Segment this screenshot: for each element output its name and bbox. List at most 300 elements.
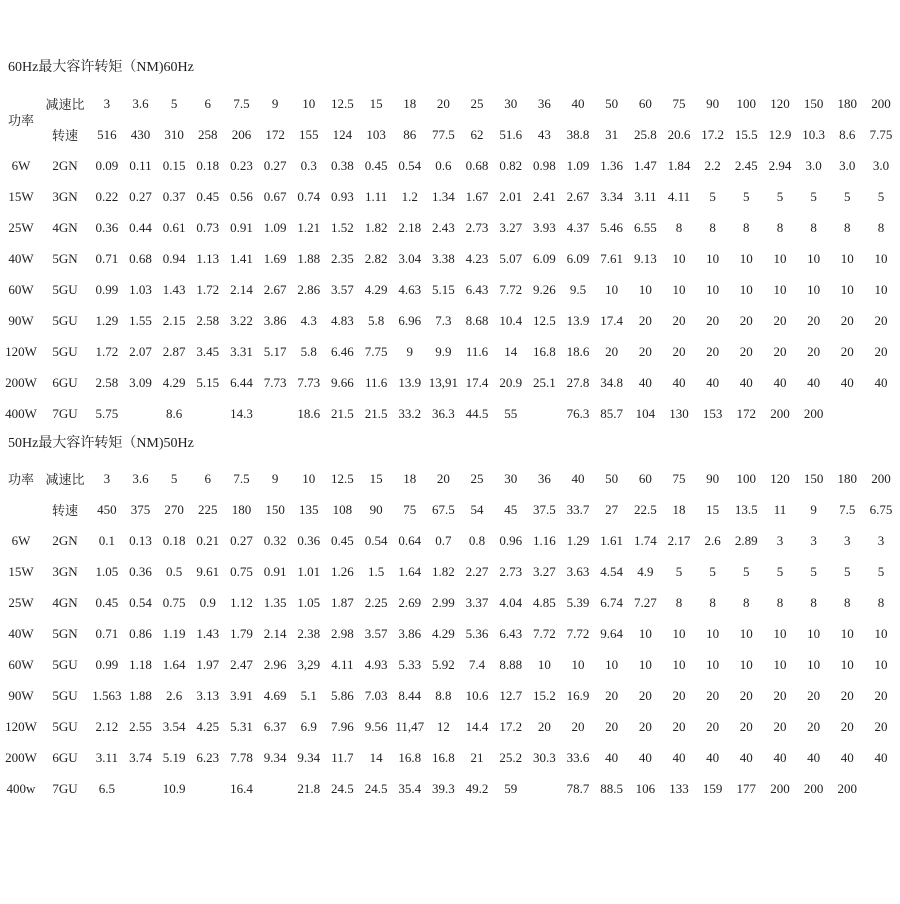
torque-value: 106 [635, 780, 656, 796]
ratio-value: 15 [369, 95, 383, 111]
ratio-value: 7.5 [233, 470, 250, 486]
torque-value: 40 [739, 374, 753, 390]
torque-value: 25.2 [499, 749, 523, 765]
torque-value: 40 [807, 374, 821, 390]
torque-value: 1.29 [95, 312, 119, 328]
gear-code: 5GU [52, 687, 78, 703]
torque-value: 2.38 [297, 625, 321, 641]
torque-value [864, 773, 898, 804]
torque-value: 2.6 [166, 687, 183, 703]
torque-table-50hz [2, 463, 898, 804]
torque-value: 200 [803, 780, 824, 796]
torque-value: 2.6 [704, 532, 721, 548]
torque-spec-document [0, 58, 900, 804]
torque-value: 20 [605, 718, 619, 734]
torque-value: 177 [736, 780, 757, 796]
ratio-value: 20 [436, 470, 450, 486]
torque-value: 8 [675, 594, 683, 610]
torque-value: 10 [807, 281, 821, 297]
torque-value: 5 [776, 563, 784, 579]
torque-value: 1.41 [230, 250, 253, 266]
torque-value: 0.56 [230, 188, 253, 204]
torque-value: 4.83 [331, 312, 354, 328]
table-row [2, 398, 898, 429]
torque-value: 5.1 [300, 687, 317, 703]
speed-value: 67.5 [432, 501, 455, 517]
torque-value: 0.37 [162, 188, 186, 204]
torque-value: 0.74 [297, 188, 321, 204]
table-row [2, 556, 898, 587]
ratio-value: 180 [837, 470, 858, 486]
torque-value: 10 [840, 625, 854, 641]
torque-value: 5 [844, 563, 851, 579]
torque-value: 2.98 [331, 625, 354, 641]
torque-value: 0.54 [398, 157, 422, 173]
torque-value: 3,29 [297, 656, 321, 672]
torque-value: 0.71 [95, 250, 119, 266]
torque-value: 24.5 [364, 780, 388, 796]
torque-value: 20 [807, 343, 821, 359]
torque-value: 14 [369, 749, 383, 765]
ratio-value: 75 [672, 470, 686, 486]
torque-value: 40 [773, 374, 787, 390]
torque-value: 104 [635, 405, 656, 421]
power-value: 90W [8, 312, 34, 328]
torque-value: 4.29 [364, 281, 388, 297]
table-row [2, 711, 898, 742]
torque-value: 0.11 [129, 157, 152, 173]
speed-value: 124 [332, 126, 353, 142]
torque-value: 2.35 [331, 250, 354, 266]
torque-value: 9.61 [196, 563, 220, 579]
torque-value: 20 [638, 687, 652, 703]
speed-value: 270 [164, 501, 184, 517]
torque-value: 6.44 [230, 374, 253, 390]
torque-value: 49.2 [465, 780, 489, 796]
torque-value: 0.18 [162, 532, 186, 548]
torque-value: 5.19 [162, 749, 186, 765]
torque-value: 3 [844, 532, 851, 548]
torque-value: 0.99 [95, 656, 119, 672]
torque-value: 1.55 [129, 312, 152, 328]
speed-value: 450 [97, 501, 117, 517]
torque-value: 1.05 [297, 594, 321, 610]
torque-value: 5 [776, 188, 784, 204]
torque-value: 12 [436, 718, 450, 734]
torque-value: 10 [773, 625, 787, 641]
torque-value: 2.89 [734, 532, 758, 548]
torque-value: 34.8 [600, 374, 624, 390]
torque-value [191, 398, 225, 429]
torque-value: 1.09 [263, 219, 287, 235]
ratio-value: 90 [706, 95, 720, 111]
torque-value: 4.04 [499, 594, 523, 610]
torque-value: 14 [504, 343, 518, 359]
torque-value: 1.29 [566, 532, 590, 548]
torque-value: 1.35 [263, 594, 287, 610]
torque-value: 5.86 [331, 687, 354, 703]
torque-value: 3.27 [532, 563, 556, 579]
speed-value: 51.6 [499, 126, 523, 142]
torque-value: 20 [874, 343, 888, 359]
torque-value: 5.07 [499, 250, 523, 266]
header-row-ratio [2, 88, 898, 119]
torque-value: 5.75 [95, 405, 119, 421]
power-value: 15W [8, 563, 34, 579]
ratio-value: 60 [638, 95, 652, 111]
gear-code: 6GU [52, 374, 78, 390]
torque-value: 200 [837, 780, 858, 796]
torque-value: 3.0 [839, 157, 856, 173]
torque-value: 88.5 [600, 780, 624, 796]
torque-value: 40 [739, 749, 753, 765]
torque-value: 11.7 [331, 749, 354, 765]
torque-value: 1.563 [92, 687, 122, 703]
speed-value: 77.5 [432, 126, 455, 142]
ratio-value: 40 [571, 470, 585, 486]
torque-value: 1.2 [401, 188, 418, 204]
torque-value: 20 [807, 687, 821, 703]
torque-value: 3.57 [364, 625, 388, 641]
torque-value: 0.27 [129, 188, 152, 204]
speed-value: 135 [299, 501, 319, 517]
torque-value: 159 [702, 780, 723, 796]
gear-code: 5GN [52, 250, 78, 266]
speed-value: 18 [672, 501, 686, 517]
gear-code: 5GU [52, 343, 78, 359]
torque-value: 20 [638, 343, 652, 359]
torque-value: 2.58 [196, 312, 220, 328]
table-row [2, 367, 898, 398]
speed-label: 转速 [51, 128, 78, 143]
ratio-value: 3.6 [132, 95, 149, 111]
speed-value: 33.7 [566, 501, 590, 517]
speed-value: 90 [369, 501, 383, 517]
torque-value: 5.31 [230, 718, 253, 734]
torque-value: 6.96 [398, 312, 422, 328]
speed-value: 62 [470, 126, 484, 142]
torque-value: 20 [537, 718, 551, 734]
power-value: 40W [8, 625, 34, 641]
torque-value: 20 [840, 718, 854, 734]
speed-value: 516 [97, 126, 117, 142]
ratio-value: 36 [537, 95, 551, 111]
torque-value: 8 [743, 594, 750, 610]
torque-value: 20 [874, 312, 888, 328]
torque-value: 20 [773, 687, 787, 703]
torque-value: 2.55 [129, 718, 152, 734]
torque-value: 3.34 [600, 188, 624, 204]
torque-value: 8 [776, 219, 784, 235]
torque-value: 200 [803, 405, 824, 421]
torque-value: 0.61 [162, 219, 186, 235]
torque-value: 20 [874, 687, 888, 703]
torque-value: 40 [874, 749, 888, 765]
torque-value: 20 [773, 343, 787, 359]
torque-value: 8.8 [435, 687, 452, 703]
torque-value: 10 [773, 250, 787, 266]
torque-value: 4.54 [600, 563, 624, 579]
torque-value: 40 [605, 749, 619, 765]
ratio-value: 200 [871, 95, 891, 111]
torque-value: 40 [840, 374, 854, 390]
torque-value: 11.6 [364, 374, 388, 390]
speed-value: 75 [403, 501, 417, 517]
torque-value: 0.45 [196, 188, 220, 204]
torque-value [124, 398, 158, 429]
torque-value: 4.11 [667, 188, 691, 204]
torque-value: 40 [706, 749, 720, 765]
speed-value: 27 [605, 501, 619, 517]
torque-value: 16.4 [230, 780, 253, 796]
torque-value: 172 [736, 405, 757, 421]
torque-value: 7.61 [600, 250, 624, 266]
torque-value: 200 [770, 780, 790, 796]
table-header-60hz [2, 88, 898, 150]
torque-value: 5.17 [263, 343, 287, 359]
ratio-value: 3 [103, 470, 111, 486]
torque-value: 1.64 [398, 563, 422, 579]
torque-value: 40 [638, 749, 652, 765]
torque-value: 4.29 [162, 374, 186, 390]
torque-value: 20 [773, 312, 787, 328]
speed-value: 150 [265, 501, 285, 517]
torque-value: 13.9 [566, 312, 590, 328]
torque-value: 3 [810, 532, 817, 548]
ratio-value: 150 [803, 95, 824, 111]
torque-value: 1.64 [162, 656, 186, 672]
speed-value: 31 [605, 126, 619, 142]
ratio-value: 50 [605, 95, 619, 111]
torque-value: 5 [709, 188, 716, 204]
torque-value: 10 [874, 625, 888, 641]
torque-value: 20 [840, 312, 854, 328]
torque-value: 3.22 [230, 312, 253, 328]
torque-value: 153 [702, 405, 723, 421]
torque-value: 40 [672, 374, 686, 390]
torque-value: 12.5 [532, 312, 556, 328]
torque-value: 76.3 [566, 405, 590, 421]
torque-value: 2.01 [499, 188, 523, 204]
torque-value: 4.25 [196, 718, 220, 734]
ratio-value: 120 [770, 95, 790, 111]
speed-value: 108 [332, 501, 353, 517]
torque-value: 1.19 [162, 625, 186, 641]
power-value: 120W [5, 718, 37, 734]
power-value: 60W [8, 656, 34, 672]
ratio-value: 75 [672, 95, 686, 111]
torque-value [528, 773, 562, 804]
torque-value: 20 [638, 312, 652, 328]
ratio-value: 30 [504, 470, 518, 486]
torque-value: 13,91 [428, 374, 459, 390]
torque-value: 40 [840, 749, 854, 765]
torque-value: 0.3 [300, 157, 317, 173]
torque-value: 10 [739, 281, 753, 297]
torque-value: 17.4 [600, 312, 624, 328]
torque-value: 5.36 [465, 625, 489, 641]
torque-value: 4.85 [532, 594, 556, 610]
ratio-value: 18 [403, 470, 417, 486]
torque-value: 5 [844, 188, 851, 204]
ratio-value: 10 [302, 470, 316, 486]
torque-value: 1.43 [162, 281, 186, 297]
header-row-ratio [2, 463, 898, 494]
torque-value: 8 [844, 219, 851, 235]
torque-value: 3.74 [129, 749, 152, 765]
torque-value: 10 [672, 250, 686, 266]
torque-value: 6.9 [300, 718, 317, 734]
torque-value: 0.96 [499, 532, 523, 548]
torque-value: 4.69 [263, 687, 287, 703]
torque-value: 20 [672, 687, 686, 703]
torque-value: 20 [672, 718, 686, 734]
torque-value: 1.82 [364, 219, 388, 235]
power-value: 200W [5, 749, 37, 765]
torque-value: 6.43 [465, 281, 489, 297]
torque-value: 9 [406, 343, 413, 359]
speed-value: 155 [299, 126, 319, 142]
torque-value: 0.1 [98, 532, 115, 548]
torque-value: 20 [706, 312, 720, 328]
table-row [2, 336, 898, 367]
torque-value: 11,47 [395, 718, 425, 734]
torque-value: 0.7 [435, 532, 452, 548]
gear-code: 5GU [52, 312, 78, 328]
torque-value: 0.27 [230, 532, 253, 548]
speed-value: 22.5 [633, 501, 657, 517]
torque-value: 25.1 [532, 374, 556, 390]
speed-value: 172 [265, 126, 285, 142]
torque-value: 3.04 [398, 250, 422, 266]
speed-value: 10.3 [802, 126, 825, 142]
torque-value: 44.5 [465, 405, 489, 421]
torque-value: 20 [739, 343, 753, 359]
torque-value: 1.01 [297, 563, 321, 579]
power-value: 60W [8, 281, 34, 297]
torque-value: 20 [840, 687, 854, 703]
torque-value [864, 398, 898, 429]
ratio-value: 3 [103, 95, 111, 111]
torque-value: 3.86 [398, 625, 422, 641]
torque-value: 20 [773, 718, 787, 734]
table-title-50hz: 50Hz最大容许转矩（NM)50Hz [8, 436, 194, 451]
torque-value: 10.9 [162, 780, 186, 796]
torque-value: 2.86 [297, 281, 321, 297]
torque-value: 1.88 [297, 250, 321, 266]
torque-value: 2.47 [230, 656, 253, 672]
torque-value: 20 [739, 718, 753, 734]
torque-value: 27.8 [566, 374, 590, 390]
torque-value: 130 [669, 405, 689, 421]
table-row [2, 181, 898, 212]
table-row [2, 680, 898, 711]
torque-table-60hz [2, 88, 898, 429]
torque-value: 0.54 [364, 532, 388, 548]
torque-value: 10 [773, 281, 787, 297]
speed-value: 25.8 [633, 126, 657, 142]
power-value: 400W [5, 405, 37, 421]
ratio-value: 150 [803, 470, 824, 486]
speed-value: 258 [198, 126, 218, 142]
ratio-value: 60 [638, 470, 652, 486]
torque-value: 0.6 [435, 157, 452, 173]
torque-value: 0.13 [129, 532, 152, 548]
torque-value: 1.11 [364, 188, 388, 204]
ratio-value: 90 [706, 470, 720, 486]
ratio-value: 100 [736, 470, 757, 486]
torque-value: 7.96 [331, 718, 354, 734]
torque-value: 0.22 [95, 188, 119, 204]
torque-value: 8 [810, 219, 817, 235]
torque-value: 39.3 [432, 780, 455, 796]
torque-value [124, 773, 158, 804]
ratio-value: 120 [770, 470, 790, 486]
torque-value: 0.8 [468, 532, 486, 548]
torque-value: 10 [638, 281, 652, 297]
torque-value: 3 [776, 532, 784, 548]
torque-value: 1.21 [297, 219, 321, 235]
power-label: 功率 [7, 112, 34, 128]
table-row [2, 243, 898, 274]
torque-value: 5.39 [566, 594, 590, 610]
torque-value: 9.56 [364, 718, 388, 734]
torque-value: 10 [537, 656, 551, 672]
ratio-value: 25 [470, 470, 484, 486]
torque-value: 0.38 [331, 157, 354, 173]
torque-value: 3.91 [230, 687, 253, 703]
torque-value: 9.9 [435, 343, 452, 359]
torque-value: 5 [709, 563, 716, 579]
torque-value: 5 [877, 188, 885, 204]
torque-value: 7.72 [499, 281, 523, 297]
torque-value: 9.26 [532, 281, 556, 297]
torque-value: 4.3 [300, 312, 317, 328]
torque-value: 5.33 [398, 656, 422, 672]
power-value: 25W [8, 219, 34, 235]
gear-code: 2GN [52, 157, 78, 173]
torque-value: 1.5 [367, 563, 385, 579]
gear-code: 4GN [52, 219, 78, 235]
torque-value: 10 [706, 625, 720, 641]
ratio-value: 20 [436, 95, 450, 111]
torque-value: 3.57 [331, 281, 354, 297]
torque-value: 0.44 [129, 219, 152, 235]
torque-value: 2.96 [263, 656, 287, 672]
torque-value: 6.55 [633, 219, 657, 235]
torque-value: 17.2 [499, 718, 523, 734]
torque-value: 40 [672, 749, 686, 765]
torque-value: 5 [810, 563, 817, 579]
torque-value: 17.4 [465, 374, 489, 390]
torque-value: 3.09 [129, 374, 152, 390]
torque-value: 20 [605, 687, 619, 703]
power-value: 15W [8, 188, 34, 204]
torque-value: 2.15 [162, 312, 186, 328]
torque-value: 9.34 [297, 749, 321, 765]
table-header-50hz [2, 463, 898, 525]
torque-value: 0.32 [263, 532, 287, 548]
torque-value: 3.63 [566, 563, 590, 579]
torque-value: 10 [773, 656, 787, 672]
ratio-value: 36 [537, 470, 551, 486]
torque-value: 1.84 [667, 157, 691, 173]
torque-value: 2.73 [499, 563, 523, 579]
torque-value: 13.9 [398, 374, 422, 390]
torque-value: 3.54 [162, 718, 186, 734]
torque-value: 33.6 [566, 749, 590, 765]
torque-value: 10 [840, 656, 854, 672]
